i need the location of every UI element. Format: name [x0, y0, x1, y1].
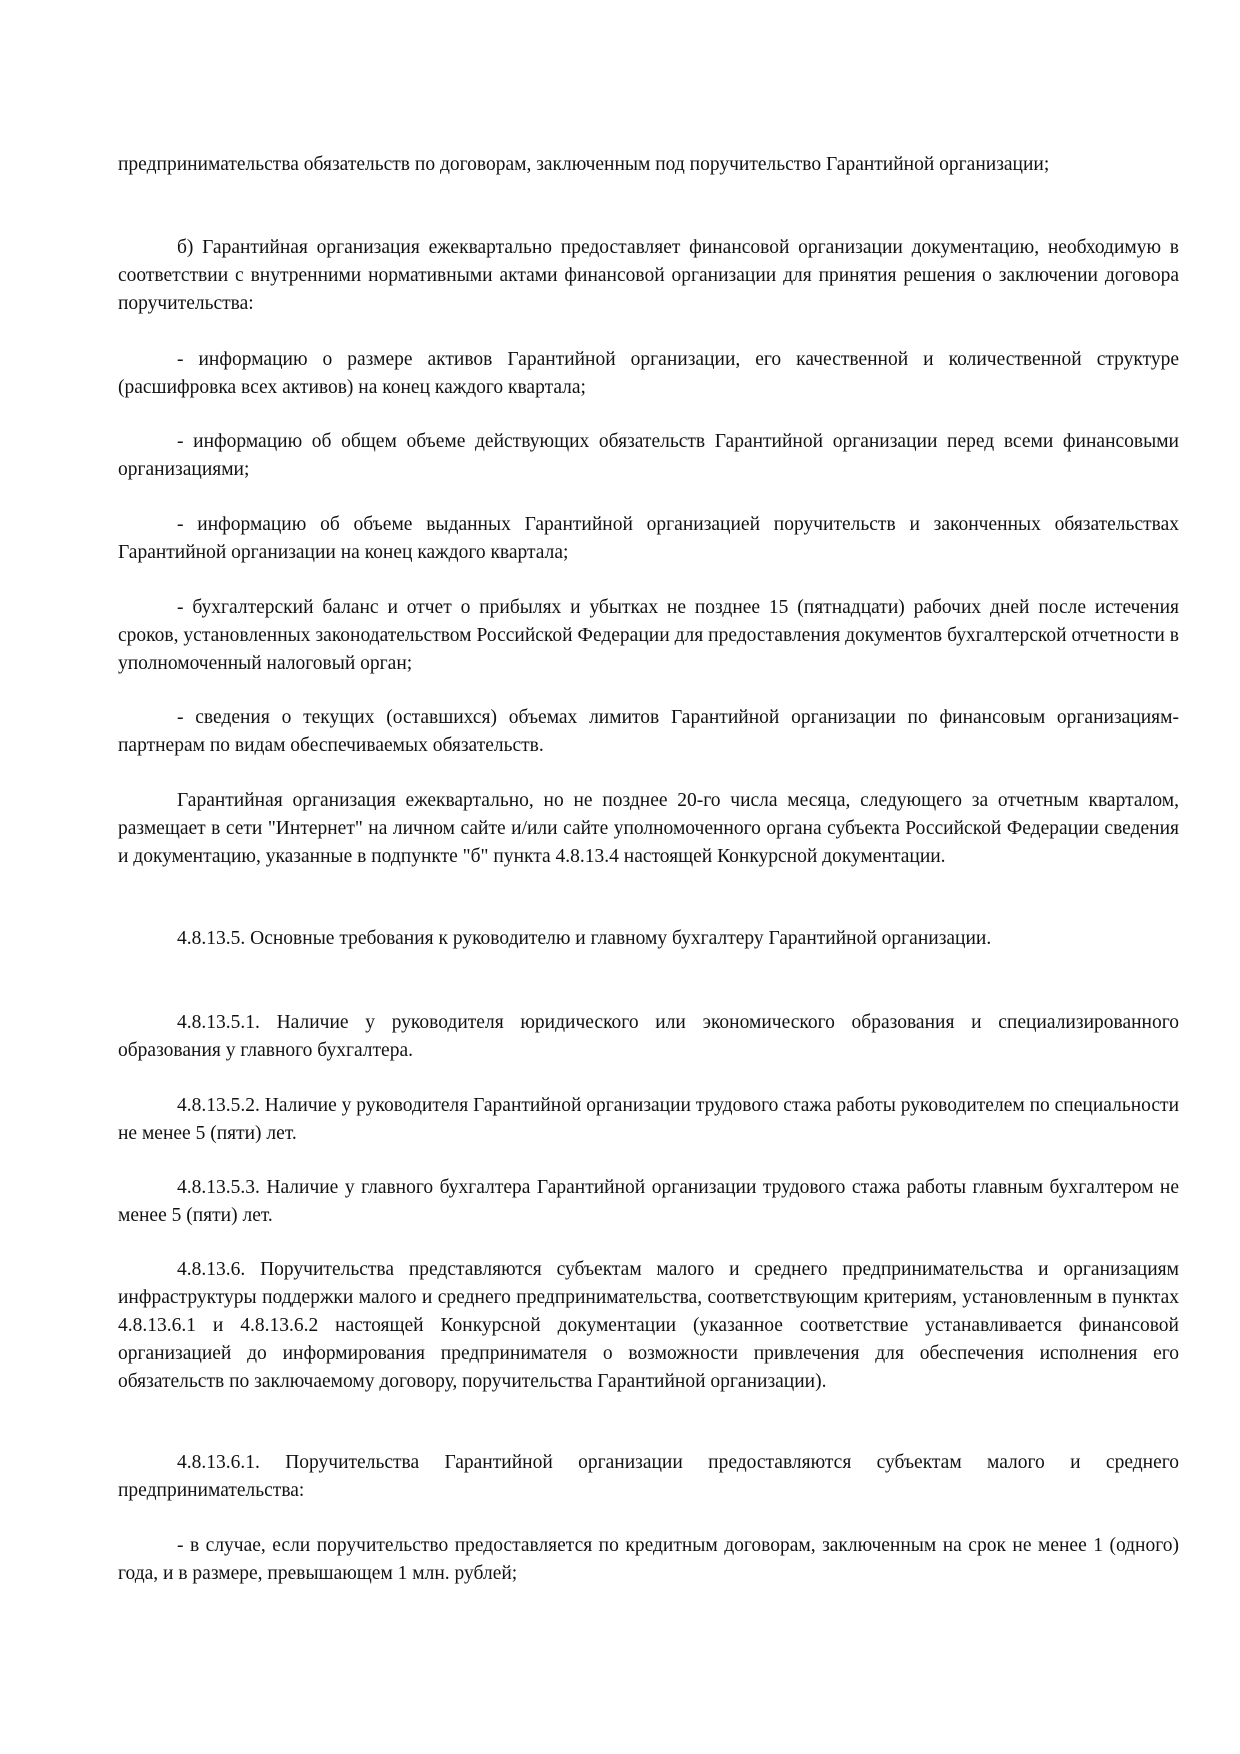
list-item: - информацию об общем объеме действующих обязательств Гарантийной организации перед всеми финансовыми организациями;	[118, 431, 1179, 480]
section-heading: 4.8.13.5. Основные требования к руководителю и главному бухгалтеру Гарантийной организации.	[177, 928, 992, 949]
paragraph: 4.8.13.5.1. Наличие у руководителя юридического или экономического образования и специализированного образования у главного бухгалтера.	[118, 1012, 1179, 1061]
paragraph: Гарантийная организация ежеквартально, но не позднее 20-го числа месяца, следующего за отчетным кварталом, размещает в сети "Интернет" на личном сайте и/или сайте уполномоченного органа субъекта Российской Федерации сведения и документацию, указанные в подпункте "б" пункта 4.8.13.4 настоящей Конкурсной документации.	[118, 790, 1179, 867]
list-item: - информацию об объеме выданных Гарантийной организацией поручительств и законченных обязательствах Гарантийной организации на конец каждого квартала;	[118, 514, 1179, 563]
list-item: - сведения о текущих (оставшихся) объемах лимитов Гарантийной организации по финансовым организациям-партнерам по видам обеспечиваемых обязательств.	[118, 707, 1179, 756]
paragraph: предпринимательства обязательств по договорам, заключенным под поручительство Гарантийной организации;	[118, 154, 1050, 175]
paragraph: б) Гарантийная организация ежеквартально предоставляет финансовой организации документацию, необходимую в соответствии с внутренними нормативными актами финансовой организации для принятия решения о заключении договора поручительства:	[118, 237, 1179, 314]
paragraph: 4.8.13.5.3. Наличие у главного бухгалтера Гарантийной организации трудового стажа работы главным бухгалтером не менее 5 (пяти) лет.	[118, 1177, 1179, 1226]
paragraph: 4.8.13.6. Поручительства представляются субъектам малого и среднего предпринимательства и организациям инфраструктуры поддержки малого и среднего предпринимательства, соответствующим критериям, установленным в пунктах 4.8.13.6.1 и 4.8.13.6.2 настоящей Конкурсной документации (указанное соответствие устанавливается финансовой организацией до информирования предпринимателя о возможности привлечения для обеспечения исполнения его обязательств по заключаемому договору, поручительства Гарантийной организации).	[118, 1259, 1179, 1392]
paragraph: 4.8.13.6.1. Поручительства Гарантийной организации предоставляются субъектам малого и среднего предпринимательства:	[118, 1452, 1179, 1501]
list-item: - бухгалтерский баланс и отчет о прибылях и убытках не позднее 15 (пятнадцати) рабочих дней после истечения сроков, установленных законодательством Российской Федерации для предоставления документов бухгалтерской отчетности в уполномоченный налоговый орган;	[118, 597, 1179, 674]
list-item: - в случае, если поручительство предоставляется по кредитным договорам, заключенным на срок не менее 1 (одного) года, и в размере, превышающем 1 млн. рублей;	[118, 1535, 1179, 1584]
list-item: - информацию о размере активов Гарантийной организации, его качественной и количественной структуре (расшифровка всех активов) на конец каждого квартала;	[118, 349, 1179, 398]
paragraph: 4.8.13.5.2. Наличие у руководителя Гарантийной организации трудового стажа работы руководителем по специальности не менее 5 (пяти) лет.	[118, 1095, 1179, 1144]
